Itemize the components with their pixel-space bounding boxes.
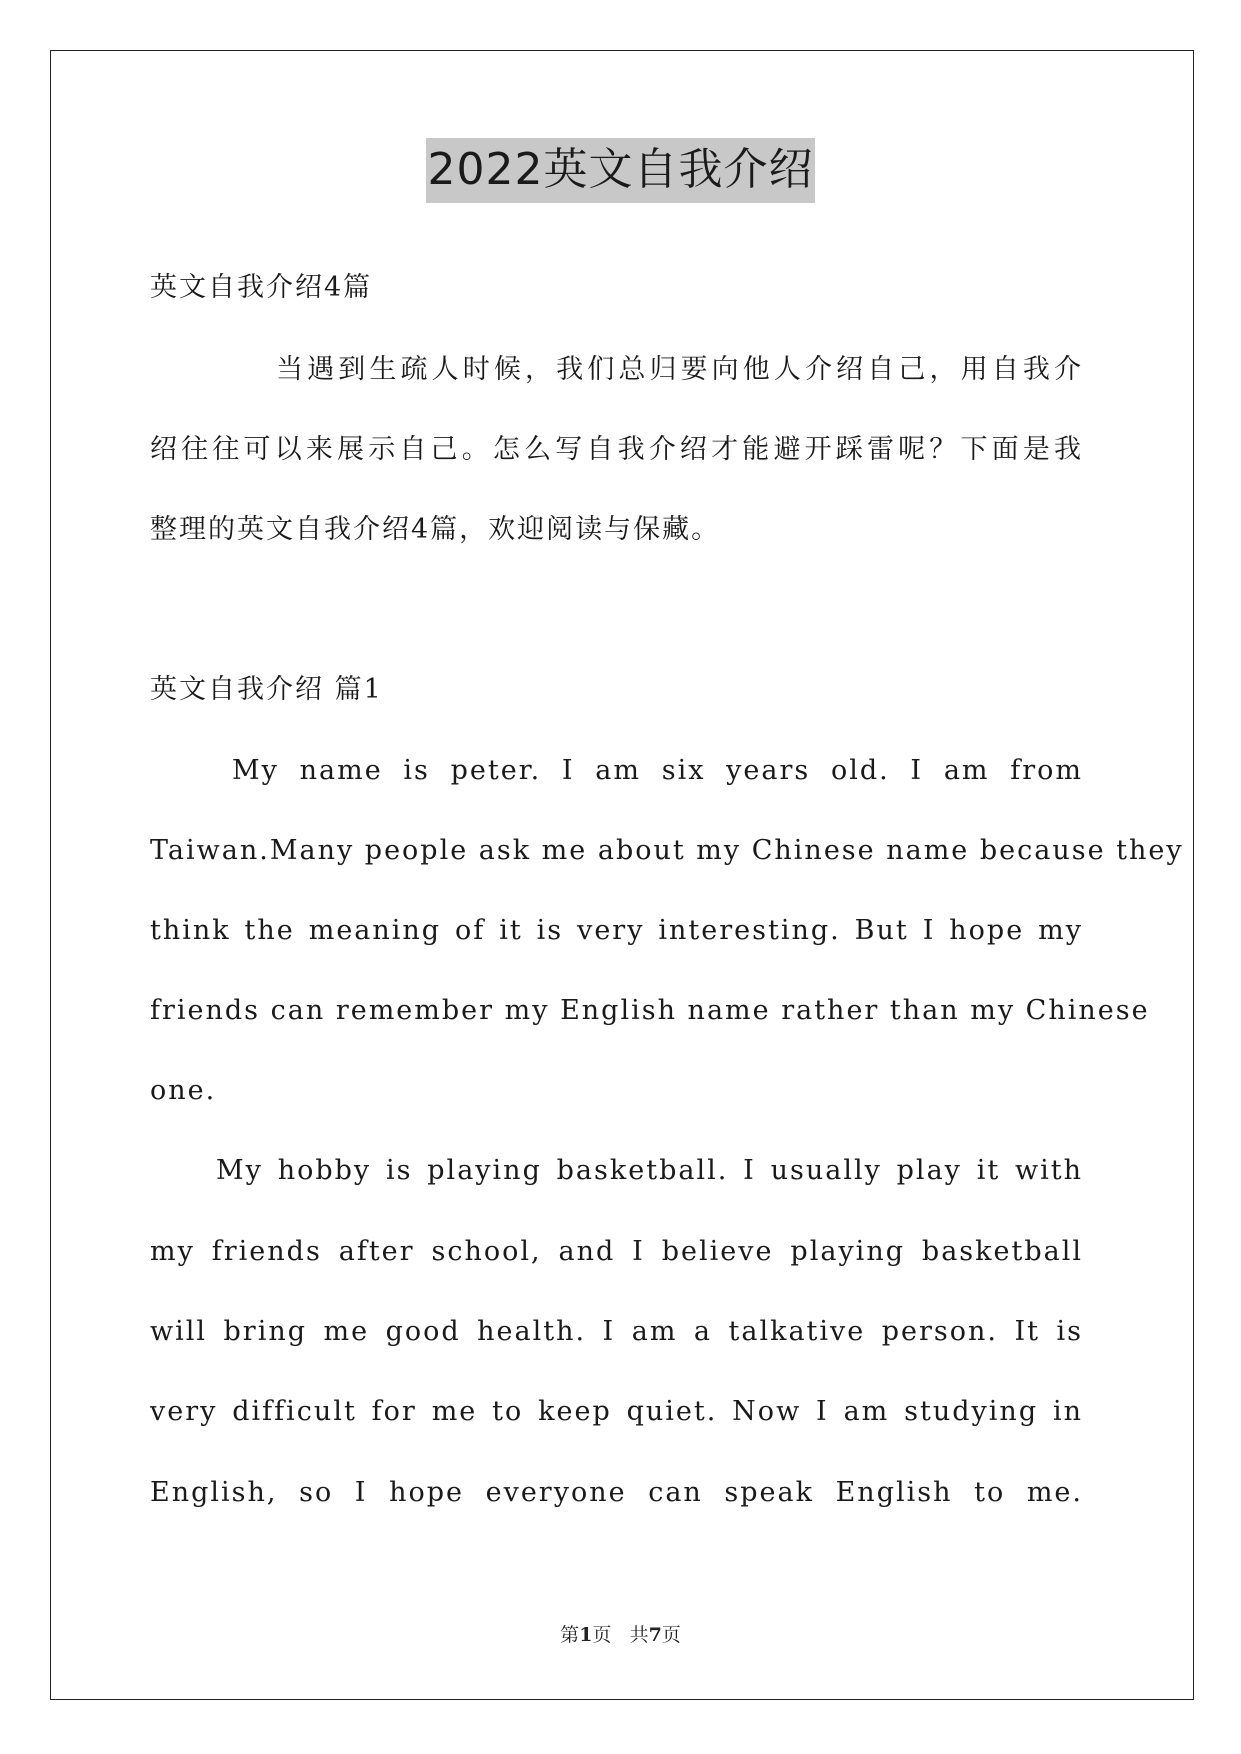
paragraph2-line-3: will bring me good health. I am a talkative person. It is xyxy=(150,1316,1083,1347)
section-heading: 英文自我介绍 篇1 xyxy=(150,674,383,705)
title-highlight: 2022英文自我介绍 xyxy=(426,138,816,203)
document-title xyxy=(0,144,1241,195)
intro-line-1: 当遇到生疏人时候，我们总归要向他人介绍自己，用自我介 xyxy=(276,354,1083,385)
footer-page-number: 1 xyxy=(579,1624,593,1646)
paragraph1-line-2: Taiwan.Many people ask me about my Chinese name because they xyxy=(150,835,1184,866)
page-footer xyxy=(0,1620,1241,1647)
paragraph1-line-4: friends can remember my English name rather than my Chinese xyxy=(150,995,1150,1026)
footer-page-suffix: 页 xyxy=(592,1624,612,1646)
footer-total-pages: 7 xyxy=(648,1624,662,1646)
paragraph1-line-1: My name is peter. I am six years old. I am from xyxy=(232,755,1083,786)
paragraph2-line-4: very difficult for me to keep quiet. Now I am studying in xyxy=(150,1396,1083,1427)
footer-page-prefix: 第 xyxy=(560,1624,580,1646)
paragraph2-line-2: my friends after school, and I believe playing basketball xyxy=(150,1236,1083,1267)
paragraph2-line-5: English, so I hope everyone can speak English to me. xyxy=(150,1477,1083,1508)
document-subtitle: 英文自我介绍4篇 xyxy=(150,272,373,303)
footer-total-suffix: 页 xyxy=(661,1624,681,1646)
intro-line-2: 绍往往可以来展示自己。怎么写自我介绍才能避开踩雷呢？下面是我 xyxy=(150,434,1083,465)
intro-line-3: 整理的英文自我介绍4篇，欢迎阅读与保藏。 xyxy=(150,514,721,545)
paragraph2-line-1: My hobby is playing basketball. I usually play it with xyxy=(216,1155,1083,1186)
footer-total-prefix: 共 xyxy=(629,1624,649,1646)
paragraph1-line-3: think the meaning of it is very interesting. But I hope my xyxy=(150,915,1083,946)
paragraph1-line-5: one. xyxy=(150,1075,217,1106)
